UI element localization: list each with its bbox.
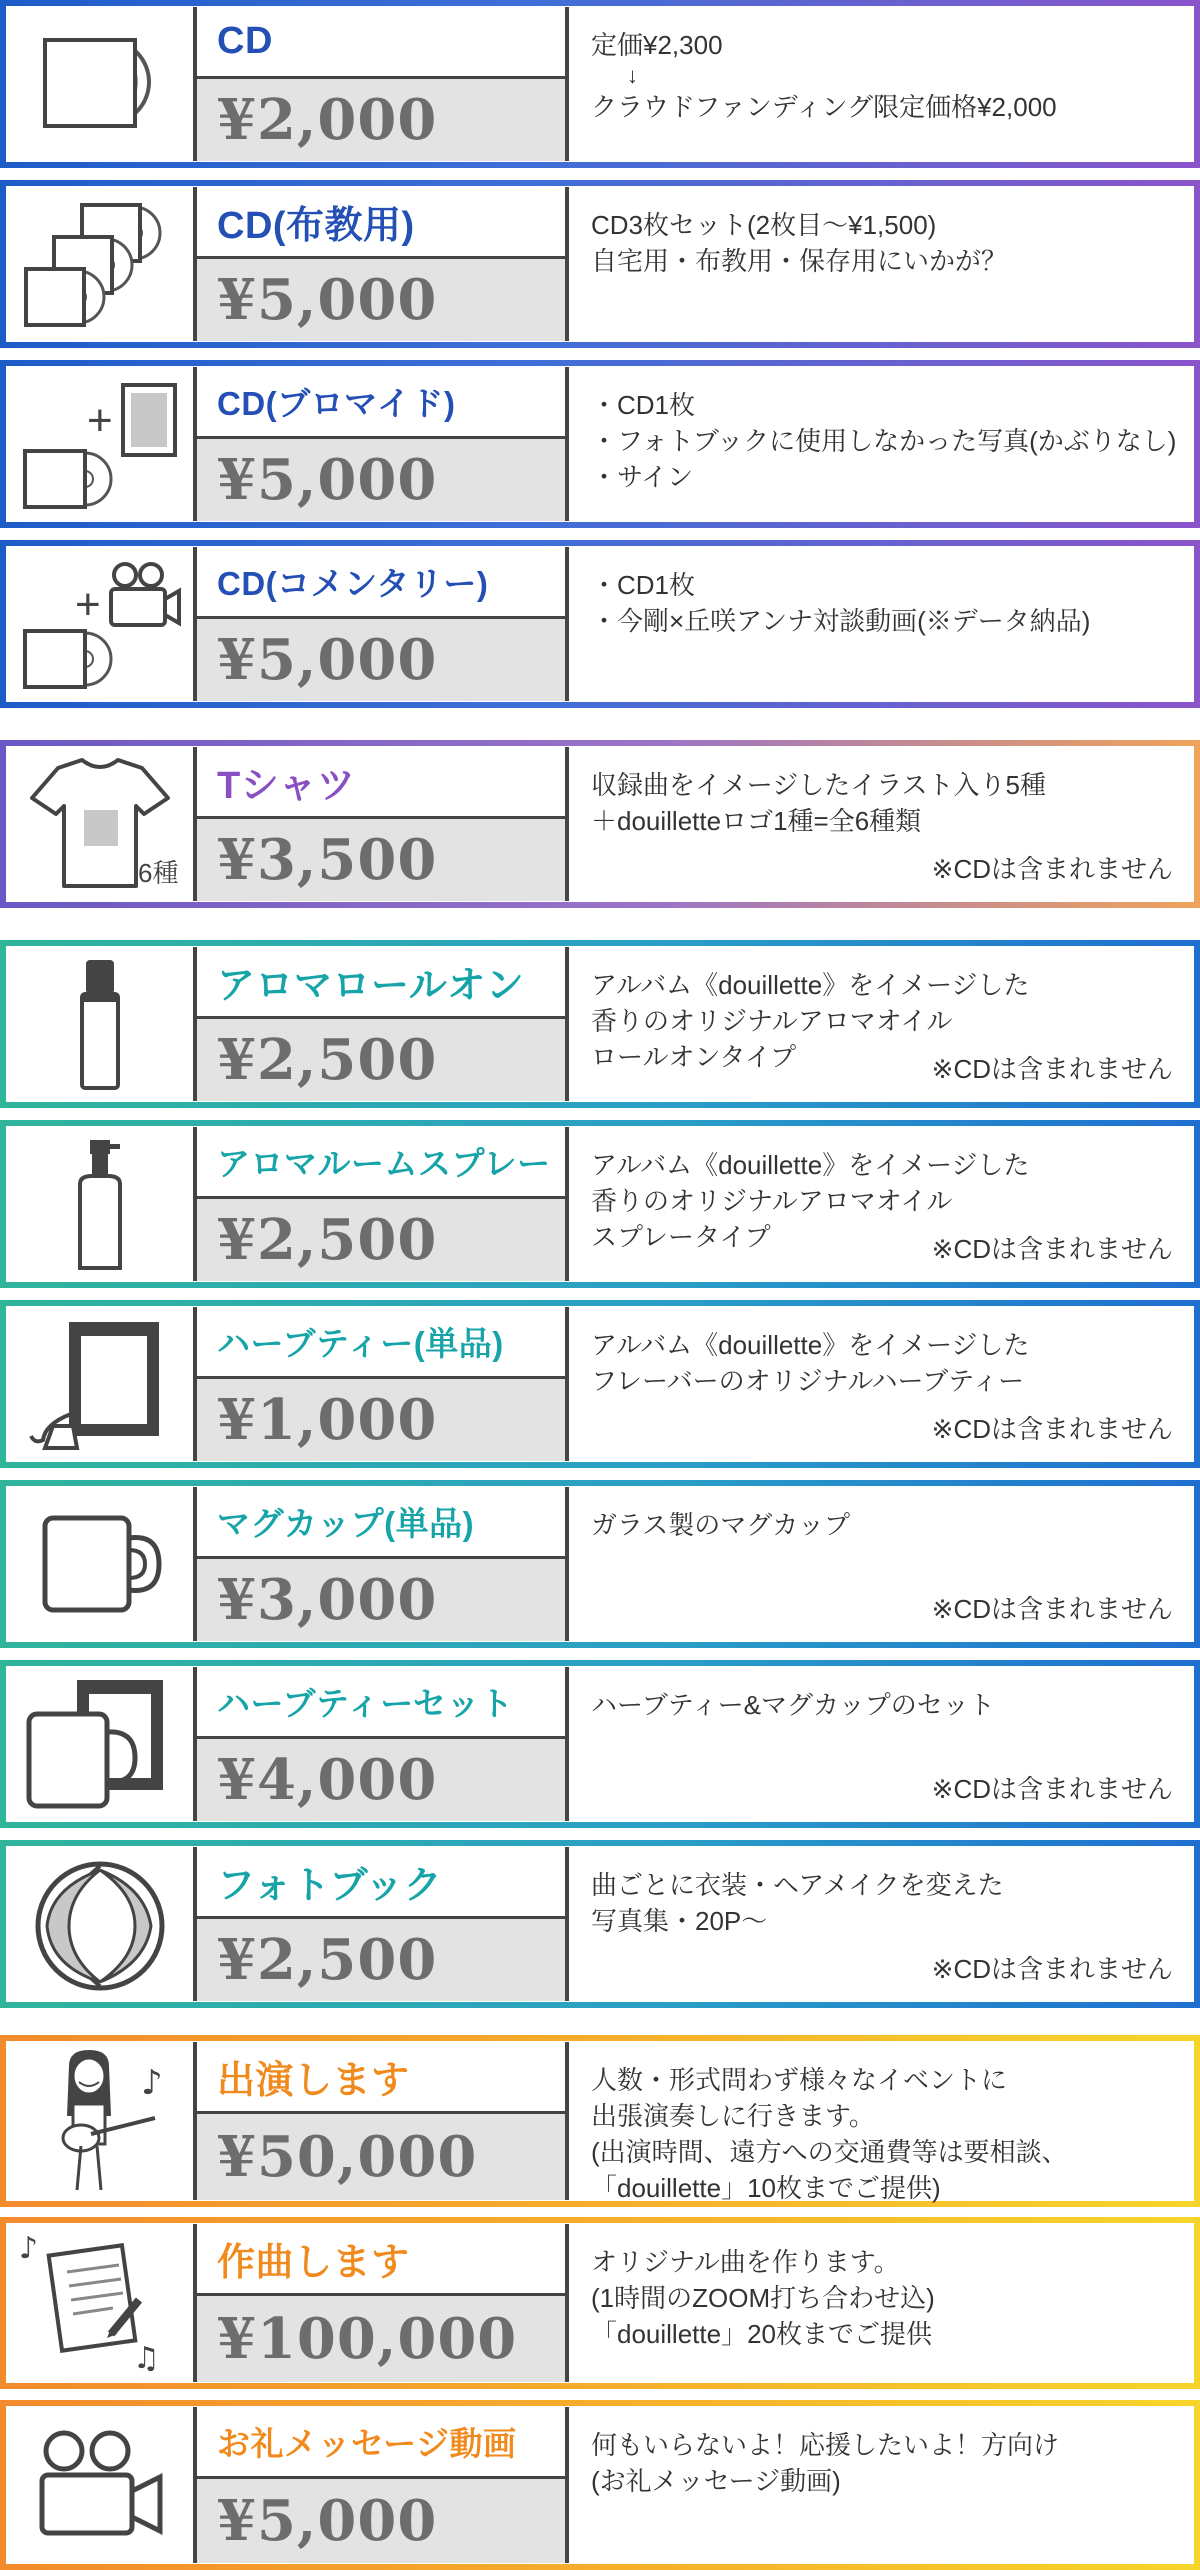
product-description (569, 7, 1193, 161)
product-price: ¥5,000 (197, 2479, 565, 2563)
product-name: CD(コメンタリー) (197, 547, 565, 619)
product-price: ¥2,500 (197, 1019, 565, 1101)
roll-on-bottle-icon (60, 954, 140, 1094)
product-card-inner (6, 2223, 1194, 2383)
product-name-price-cell (197, 1127, 569, 1281)
description-line: クラウドファンディング限定価格¥2,000 (591, 92, 1057, 122)
product-name-price-cell (197, 2224, 569, 2382)
description-line: ・CD1枚 (591, 570, 696, 600)
guitarist-icon (15, 2046, 185, 2196)
description-line: 「douillette」10枚までご提供) (591, 2173, 941, 2203)
product-description (569, 747, 1193, 901)
svg-text:+: + (87, 396, 113, 445)
description-line: CD3枚セット(2枚目〜¥1,500) (591, 210, 937, 240)
cd-not-included-note: ※CDは含まれません (931, 1234, 1173, 1264)
cd-video-icon (15, 559, 185, 689)
product-card-inner (6, 2406, 1194, 2564)
product-name: Tシャツ (197, 747, 565, 819)
product-name-price-cell (197, 1847, 569, 2001)
description-line: スプレータイプ (591, 1222, 771, 1252)
svg-text:♪: ♪ (19, 2231, 39, 2266)
description-line: 香りのオリジナルアロマオイル (591, 1006, 953, 1036)
product-price: ¥5,000 (197, 439, 565, 521)
svg-text:+: + (75, 580, 101, 629)
product-icon-cell (7, 1487, 197, 1641)
description-line: ハーブティー&マグカップのセット (591, 1690, 995, 1720)
product-card-inner (6, 2041, 1194, 2201)
product-card (0, 740, 1200, 908)
product-name: アロマルームスプレー (197, 1127, 565, 1199)
product-name: ハーブティーセット (197, 1667, 565, 1739)
product-price: ¥5,000 (197, 619, 565, 701)
product-name-price-cell (197, 187, 569, 341)
description-line: ロールオンタイプ (591, 1042, 797, 1072)
cd-not-included-note: ※CDは含まれません (931, 854, 1173, 884)
product-card (0, 1120, 1200, 1288)
product-name: ハーブティー(単品) (197, 1307, 565, 1379)
description-line: ＋douilletteロゴ1種=全6種類 (591, 806, 922, 836)
description-line: アルバム《douillette》をイメージした (591, 970, 1030, 1000)
product-card-inner (6, 1486, 1194, 1642)
product-card-inner (6, 746, 1194, 902)
product-card (0, 940, 1200, 1108)
product-description (569, 367, 1196, 521)
product-card (0, 2035, 1200, 2207)
product-icon-cell (7, 1307, 197, 1461)
product-name-price-cell (197, 1667, 569, 1821)
product-name-price-cell (197, 1487, 569, 1641)
description-line: 自宅用・布教用・保存用にいかが？ (591, 246, 1008, 276)
cd-not-included-note: ※CDは含まれません (931, 1954, 1173, 1984)
product-price: ¥2,500 (197, 1199, 565, 1281)
photo-book-icon (25, 1854, 175, 1994)
product-card (0, 2400, 1200, 2570)
product-name-price-cell (197, 2042, 569, 2200)
product-name: アロマロールオン (197, 947, 565, 1019)
product-price: ¥3,000 (197, 1559, 565, 1641)
product-icon-cell (7, 947, 197, 1101)
product-price: ¥3,500 (197, 819, 565, 901)
product-price: ¥4,000 (197, 1739, 565, 1821)
product-price: ¥5,000 (197, 259, 565, 341)
description-line: ・CD1枚 (591, 390, 696, 420)
product-card (0, 1480, 1200, 1648)
product-icon-cell (7, 2224, 197, 2382)
product-price: ¥100,000 (197, 2296, 565, 2382)
description-line: ・今剛×丘咲アンナ対談動画(※データ納品) (591, 606, 1091, 636)
tshirt-icon (10, 754, 190, 894)
product-card (0, 180, 1200, 348)
product-description (569, 947, 1193, 1101)
product-name: フォトブック (197, 1847, 565, 1919)
compose-icon (15, 2228, 185, 2378)
product-description (569, 2224, 1193, 2382)
product-description (569, 1127, 1193, 1281)
product-card (0, 2217, 1200, 2389)
product-name: マグカップ(単品) (197, 1487, 565, 1559)
product-card (0, 1660, 1200, 1828)
product-card-inner (6, 546, 1194, 702)
product-card-inner (6, 1126, 1194, 1282)
product-icon-cell (7, 2407, 197, 2563)
product-card (0, 540, 1200, 708)
description-line: ・フォトブックに使用しなかった写真(かぶりなし) (591, 426, 1177, 456)
description-line: 定価¥2,300 (591, 30, 723, 60)
description-line: 曲ごとに衣装・ヘアメイクを変えた (591, 1870, 1004, 1900)
description-line: 収録曲をイメージしたイラスト入り5種 (591, 770, 1046, 800)
description-line: 「douillette」20枚までご提供 (591, 2319, 932, 2349)
product-icon-cell (7, 747, 197, 901)
cd-photo-icon (15, 379, 185, 509)
product-icon-cell (7, 1847, 197, 2001)
product-name-price-cell (197, 1307, 569, 1461)
product-name: CD(布教用) (197, 187, 565, 259)
product-icon-cell (7, 2042, 197, 2200)
product-name-price-cell (197, 2407, 569, 2563)
cd-stack-icon (20, 199, 180, 329)
product-icon-cell (7, 7, 197, 161)
product-card-inner (6, 1306, 1194, 1462)
herbal-tea-icon (15, 1314, 185, 1454)
product-icon-cell (7, 1127, 197, 1281)
description-line: アルバム《douillette》をイメージした (591, 1330, 1030, 1360)
cd-not-included-note: ※CDは含まれません (931, 1414, 1173, 1444)
product-price: ¥2,500 (197, 1919, 565, 2001)
product-description (569, 1307, 1193, 1461)
product-card-inner (6, 1846, 1194, 2002)
description-line: オリジナル曲を作ります。 (591, 2247, 900, 2277)
product-name-price-cell (197, 367, 569, 521)
description-line: (お礼メッセージ動画) (591, 2466, 841, 2496)
svg-text:♪: ♪ (141, 2063, 163, 2103)
product-description (569, 1487, 1193, 1641)
cd-not-included-note: ※CDは含まれません (931, 1594, 1173, 1624)
product-name: 作曲します (197, 2224, 565, 2296)
down-arrow-icon: ↓ (627, 63, 638, 88)
cd-not-included-note: ※CDは含まれません (931, 1054, 1173, 1084)
product-icon-cell (7, 367, 197, 521)
product-card-inner (6, 186, 1194, 342)
cd-icon (25, 24, 175, 144)
svg-text:♫: ♫ (133, 2341, 160, 2376)
product-name: 出演します (197, 2042, 565, 2114)
product-description (569, 2042, 1193, 2203)
product-card-inner (6, 946, 1194, 1102)
product-description (569, 187, 1193, 341)
product-card-inner (6, 366, 1194, 522)
product-icon-cell (7, 547, 197, 701)
product-card (0, 0, 1200, 168)
product-price: ¥1,000 (197, 1379, 565, 1461)
product-description (569, 2407, 1193, 2563)
product-card (0, 360, 1200, 528)
spray-bottle-icon (60, 1134, 140, 1274)
product-card-inner (6, 6, 1194, 162)
mug-icon (25, 1504, 175, 1624)
tea-set-icon (15, 1674, 185, 1814)
video-camera-icon (20, 2425, 180, 2545)
icon-variant-count: 6種 (138, 858, 179, 888)
product-card (0, 1840, 1200, 2008)
product-name-price-cell (197, 547, 569, 701)
product-price: ¥2,000 (197, 79, 565, 161)
product-card-inner (6, 1666, 1194, 1822)
product-description (569, 1667, 1193, 1821)
product-name: CD (197, 7, 565, 79)
product-card (0, 1300, 1200, 1468)
product-name: お礼メッセージ動画 (197, 2407, 565, 2479)
product-icon-cell (7, 1667, 197, 1821)
product-icon-cell (7, 187, 197, 341)
product-name-price-cell (197, 947, 569, 1101)
description-line: アルバム《douillette》をイメージした (591, 1150, 1030, 1180)
description-line: 何もいらないよ！応援したいよ！方向け (591, 2430, 1060, 2460)
product-name-price-cell (197, 7, 569, 161)
product-price: ¥50,000 (197, 2114, 565, 2200)
description-line: 出張演奏しに行きます。 (591, 2101, 875, 2131)
description-line: (出演時間、遠方への交通費等は要相談、 (591, 2137, 1068, 2167)
description-line: ガラス製のマグカップ (591, 1510, 850, 1540)
description-line: (1時間のZOOM打ち合わせ込) (591, 2283, 935, 2313)
product-description (569, 1847, 1193, 2001)
description-line: 人数・形式問わず様々なイベントに (591, 2065, 1008, 2095)
description-line: 写真集・20P〜 (591, 1906, 768, 1936)
description-line: ・サイン (591, 462, 694, 492)
product-description (569, 547, 1193, 701)
product-name: CD(ブロマイド) (197, 367, 565, 439)
cd-not-included-note: ※CDは含まれません (931, 1774, 1173, 1804)
description-line: 香りのオリジナルアロマオイル (591, 1186, 953, 1216)
description-line: フレーバーのオリジナルハーブティー (591, 1366, 1025, 1396)
product-name-price-cell (197, 747, 569, 901)
